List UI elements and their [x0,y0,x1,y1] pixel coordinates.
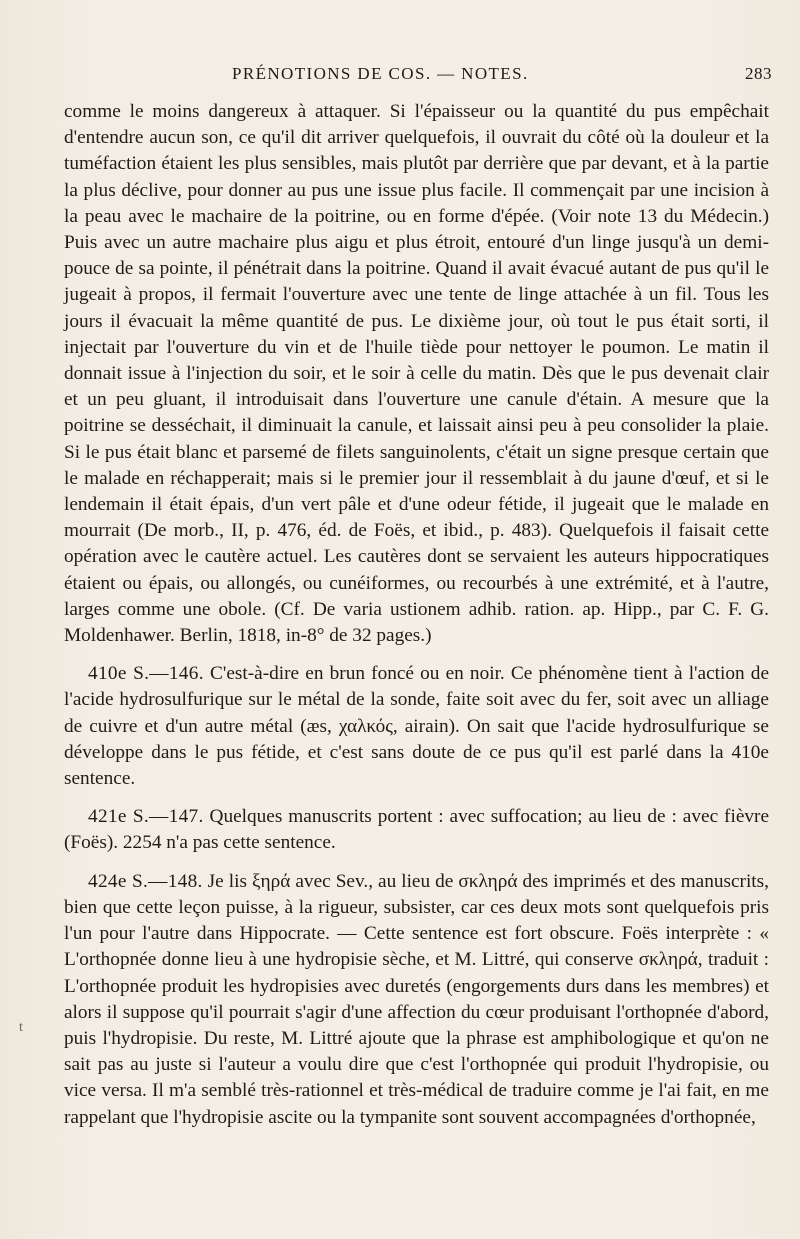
note-paragraph-146 [64,661,769,792]
note-reference: 410e S.—146. [88,663,204,685]
note-paragraph-147 [64,804,769,856]
paragraph-text: Quelques manuscrits portent : avec suffocation; au lieu de : avec fièvre (Foës). 2254 n'a pas cette sentence. [64,806,770,854]
notes-body [64,99,769,1131]
running-head: PRÉNOTIONS DE COS. — NOTES. [232,64,529,83]
margin-mark: t [19,1020,23,1035]
note-reference: 424e S.—148. [88,870,203,892]
note-reference: 421e S.—147. [88,806,204,828]
page-number: 283 [745,64,772,83]
paragraph-text: C'est-à-dire en brun foncé ou en noir. Ce phénomène tient à l'action de l'acide hydrosulfurique sur le métal de la sonde, faite soit avec du fer, soit avec un alliage de cuivre et d'un autre métal (æs, χαλκός, airain). On sait que l'acide hydrosulfurique se développe dans le pus fétide, et c'est sans doute de ce pus qu'il est parlé dans la 410e sentence. [64,663,769,790]
page-header [232,64,772,88]
paragraph-text: Je lis ξηρά avec Sev., au lieu de σκληρά des imprimés et des manuscrits, bien que cette leçon puisse, à la rigueur, subsister, car ces deux mots sont quelquefois pris l'un pour l'autre dans Hippocrate. — Cette sentence est fort obscure. Foës interprète : « L'orthopnée donne lieu à une hydropisie sèche, et M. Littré, qui conserve σκληρά, traduit : L'orthopnée produit les hydropisies avec duretés (engorgements durs dans les membres) et alors il suppose qu'il pourrait s'agir d'une affection du cœur produisant l'orthopnée d'abord, puis l'hydropisie. Du reste, M. Littré ajoute que la phrase est amphibologique et qu'on ne sait pas au juste si l'auteur a voulu dire que c'est l'orthopnée qui produit l'hydropisie, ou vice versa. Il m'a semblé très-rationnel et très-médical de traduire comme je l'ai fait, en me rappelant que l'hydropisie ascite ou la tympanite sont souvent accompagnées d'orthopnée, [64,870,769,1128]
note-paragraph-148 [64,869,769,1131]
paragraph-text: comme le moins dangereux à attaquer. Si l'épaisseur ou la quantité du pus empêchait d'entendre aucun son, ce qu'il dit arriver quelquefois, il ouvrait du côté où la douleur et la tuméfaction étaient les plus sensibles, mais plutôt par derrière que par devant, et à la partie la plus déclive, pour donner au pus une issue plus facile. Il commençait par une incision à la peau avec le machaire de la poitrine, ou en forme d'épée. (Voir note 13 du Médecin.) Puis avec un autre machaire plus aigu et plus étroit, entouré d'un linge jusqu'à un demi-pouce de sa pointe, il pénétrait dans la poitrine. Quand il avait évacué autant de pus qu'il le jugeait à propos, il fermait l'ouverture avec une tente de linge attachée à un fil. Tous les jours il évacuait la même quantité de pus. Le dixième jour, où tout le pus était sorti, il injectait par l'ouverture du vin et de l'huile tiède pour nettoyer le poumon. Le matin il donnait issue à l'injection du soir, et le soir à celle du matin. Dès que le pus devenait clair et un peu gluant, il introduisait dans l'ouverture une canule d'étain. A mesure que la poitrine se desséchait, il diminuait la canule, et laissait ainsi peu à peu consolider la plaie. Si le pus était blanc et parsemé de filets sanguinolents, c'était un signe presque certain que le malade en réchapperait; mais si le premier jour il ressemblait à du jaune d'œuf, et si le lendemain il était épais, d'un vert pâle et d'une odeur fétide, il jugeait que le malade en mourrait (De morb., II, p. 476, éd. de Foës, et ibid., p. 483). Quelquefois il faisait cette opération avec le cautère actuel. Les cautères dont se servaient les auteurs hippocratiques étaient ou épais, ou allongés, ou cunéiformes, ou recourbés à une extrémité, et à l'autre, larges comme une obole. (Cf. De varia ustionem adhib. ration. ap. Hipp., par C. F. G. Moldenhawer. Berlin, 1818, in-8° de 32 pages.) [64,101,769,647]
note-paragraph-continuation [64,99,769,649]
